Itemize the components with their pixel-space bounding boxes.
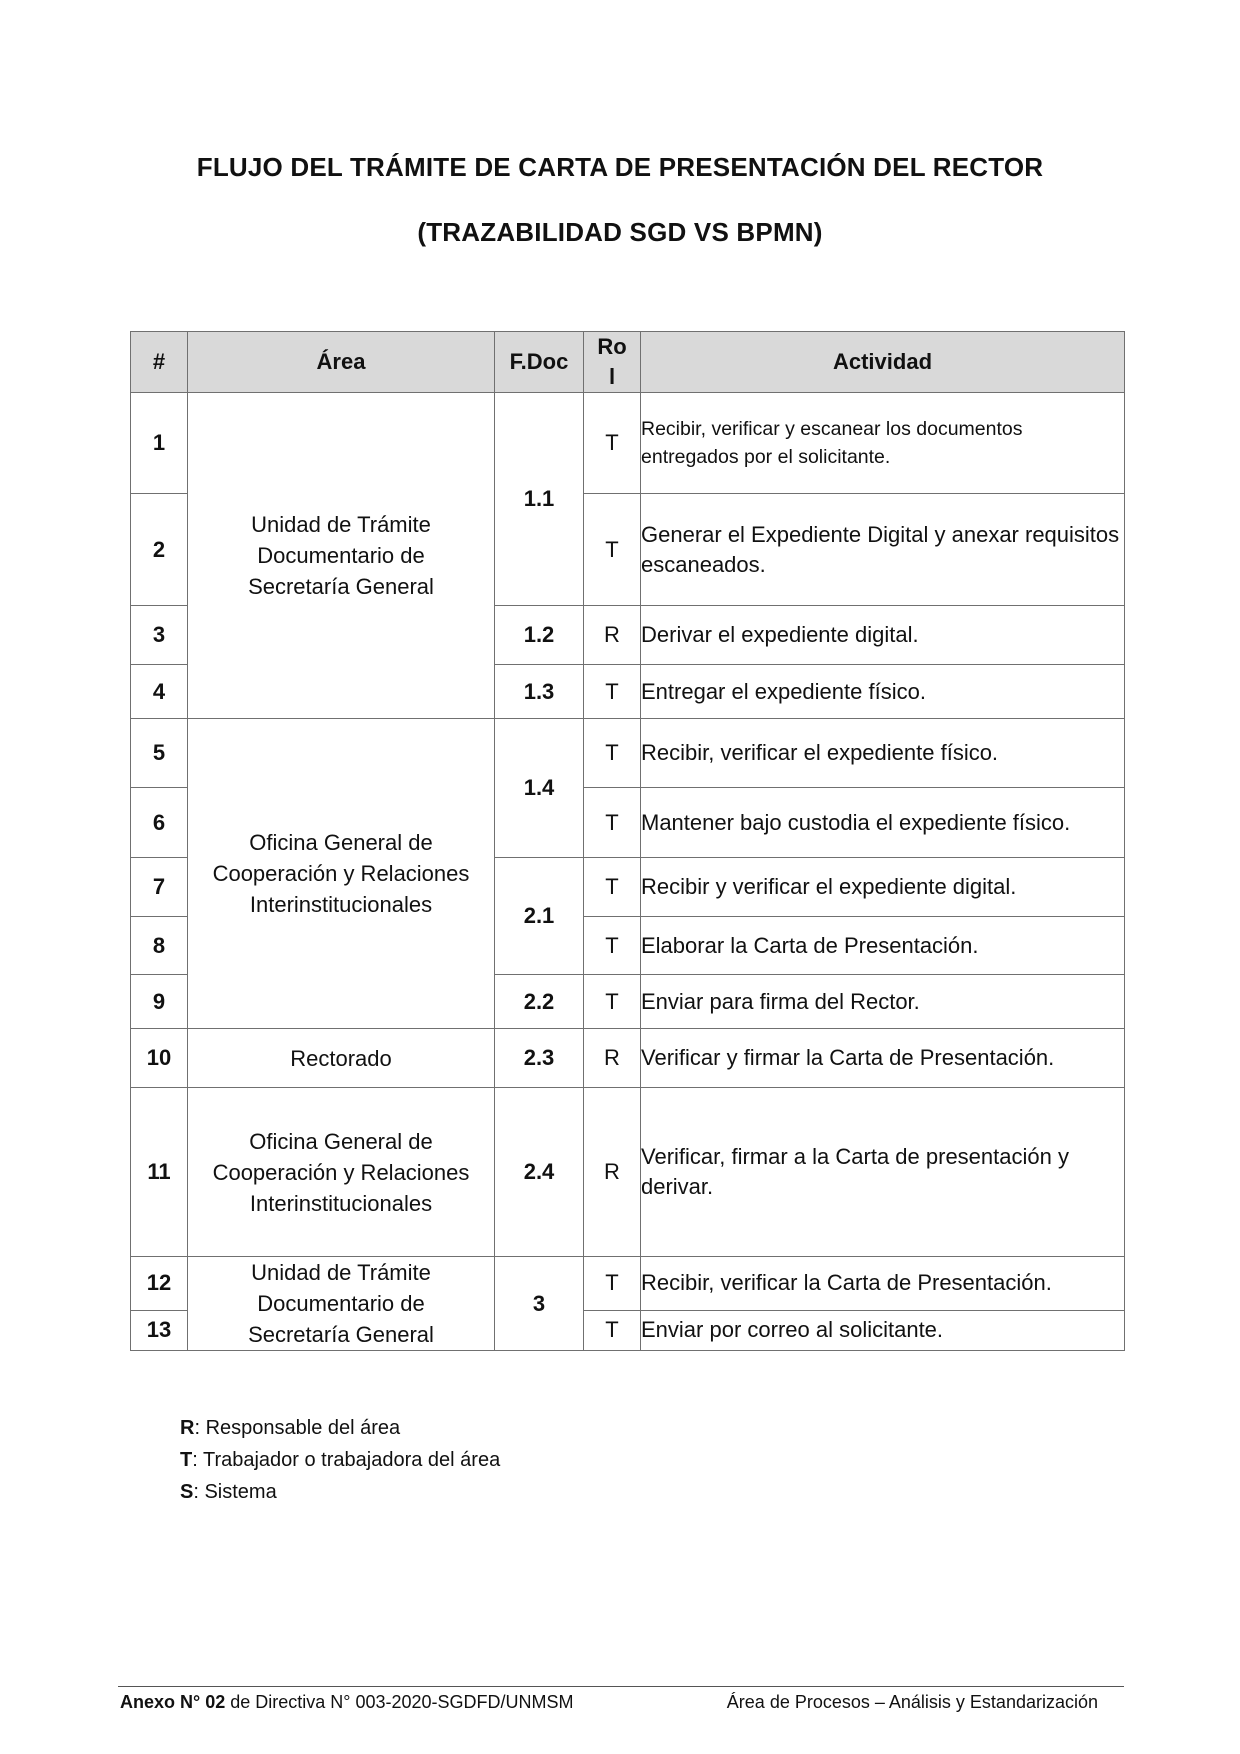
area-cell xyxy=(188,393,495,719)
header-area: Área xyxy=(188,332,495,393)
footer-department: Área de Procesos – Análisis y Estandarización xyxy=(726,1692,1098,1712)
row-number: 1 xyxy=(131,393,188,494)
area-line: Rectorado xyxy=(290,1045,392,1071)
header-num: # xyxy=(131,332,188,393)
area-line: Interinstitucionales xyxy=(249,1190,433,1216)
row-number: 3 xyxy=(131,606,188,665)
rol-cell: R xyxy=(584,1088,641,1257)
rol-cell: T xyxy=(584,917,641,975)
fdoc-cell: 3 xyxy=(495,1257,584,1351)
document-subtitle: (TRAZABILIDAD SGD VS BPMN) xyxy=(417,217,823,247)
area-line: Interinstitucionales xyxy=(249,892,433,917)
activity-cell: Recibir, verificar y escanear los documentos entregados por el solicitante. xyxy=(641,393,1125,494)
fdoc-cell: 1.2 xyxy=(495,606,584,665)
footer-divider xyxy=(118,1686,1124,1687)
area-cell xyxy=(188,1029,495,1088)
row-number: 10 xyxy=(131,1029,188,1088)
row-number: 7 xyxy=(131,858,188,917)
fdoc-cell: 1.3 xyxy=(495,665,584,719)
row-number: 5 xyxy=(131,719,188,788)
area-line: Documentario de xyxy=(257,543,425,568)
legend-text: : Sistema xyxy=(193,1481,277,1503)
table-header-row xyxy=(131,332,1125,393)
activity-cell: Recibir, verificar el expediente físico. xyxy=(641,719,1125,788)
rol-cell: R xyxy=(584,606,641,665)
legend-key: R xyxy=(180,1417,195,1439)
row-number: 12 xyxy=(131,1257,188,1311)
area-line: Oficina General de xyxy=(249,830,433,855)
legend-item-r xyxy=(180,1412,500,1444)
legend-text: : Responsable del área xyxy=(194,1417,401,1439)
table-row xyxy=(131,393,1125,494)
activity-cell: Verificar, firmar a la Carta de presentación y derivar. xyxy=(641,1088,1125,1257)
rol-cell: T xyxy=(584,494,641,606)
area-cell xyxy=(188,1257,495,1351)
header-rol xyxy=(584,332,641,393)
table-row xyxy=(131,1029,1125,1088)
legend-text: : Trabajador o trabajadora del área xyxy=(192,1449,501,1471)
activity-cell: Enviar por correo al solicitante. xyxy=(641,1310,1125,1350)
fdoc-cell: 2.2 xyxy=(495,975,584,1029)
rol-cell: R xyxy=(584,1029,641,1088)
row-number: 2 xyxy=(131,494,188,606)
header-fdoc: F.Doc xyxy=(495,332,584,393)
row-number: 8 xyxy=(131,917,188,975)
row-number: 4 xyxy=(131,665,188,719)
rol-cell: T xyxy=(584,858,641,917)
area-line: Cooperación y Relaciones xyxy=(212,861,470,886)
area-line: Secretaría General xyxy=(248,574,434,599)
fdoc-cell: 2.1 xyxy=(495,858,584,975)
legend-item-t xyxy=(180,1444,500,1476)
rol-cell: T xyxy=(584,393,641,494)
activity-cell: Elaborar la Carta de Presentación. xyxy=(641,917,1125,975)
activity-cell: Generar el Expediente Digital y anexar requisitos escaneados. xyxy=(641,494,1125,606)
area-cell xyxy=(188,1088,495,1257)
area-line: Secretaría General xyxy=(248,1322,434,1347)
row-number: 13 xyxy=(131,1310,188,1350)
footer-annex: Anexo N° 02 xyxy=(120,1692,226,1712)
header-rol-line1: Ro xyxy=(597,334,627,359)
area-line: Oficina General de xyxy=(249,1128,433,1154)
row-number: 6 xyxy=(131,788,188,858)
rol-cell: T xyxy=(584,1310,641,1350)
rol-cell: T xyxy=(584,788,641,858)
flow-table xyxy=(130,331,1125,1351)
row-number: 9 xyxy=(131,975,188,1029)
activity-cell: Mantener bajo custodia el expediente físico. xyxy=(641,788,1125,858)
table-row xyxy=(131,1088,1125,1257)
area-line: Cooperación y Relaciones xyxy=(212,1159,470,1185)
fdoc-cell: 1.4 xyxy=(495,719,584,858)
table-row xyxy=(131,1257,1125,1311)
role-legend xyxy=(180,1412,500,1508)
footer-reference xyxy=(120,1692,574,1713)
fdoc-cell: 2.4 xyxy=(495,1088,584,1257)
rol-cell: T xyxy=(584,719,641,788)
table-row xyxy=(131,719,1125,788)
legend-key: S xyxy=(180,1481,194,1503)
rol-cell: T xyxy=(584,665,641,719)
activity-cell: Recibir, verificar la Carta de Presentación. xyxy=(641,1257,1125,1311)
area-line: Unidad de Trámite xyxy=(251,512,431,537)
legend-key: T xyxy=(180,1449,193,1471)
area-cell xyxy=(188,719,495,1029)
rol-cell: T xyxy=(584,1257,641,1311)
header-rol-line2: l xyxy=(608,364,616,389)
fdoc-cell: 1.1 xyxy=(495,393,584,606)
rol-cell: T xyxy=(584,975,641,1029)
row-number: 11 xyxy=(131,1088,188,1257)
activity-cell: Verificar y firmar la Carta de Presentación. xyxy=(641,1029,1125,1088)
fdoc-cell: 2.3 xyxy=(495,1029,584,1088)
activity-cell: Recibir y verificar el expediente digital. xyxy=(641,858,1125,917)
area-line: Documentario de xyxy=(257,1291,425,1316)
document-title: FLUJO DEL TRÁMITE DE CARTA DE PRESENTACIÓN DEL RECTOR xyxy=(196,152,1044,182)
header-actividad: Actividad xyxy=(641,332,1125,393)
activity-cell: Derivar el expediente digital. xyxy=(641,606,1125,665)
area-line: Unidad de Trámite xyxy=(251,1260,431,1285)
activity-cell: Entregar el expediente físico. xyxy=(641,665,1125,719)
footer-directive: de Directiva N° 003-2020-SGDFD/UNMSM xyxy=(225,1692,574,1712)
activity-cell: Enviar para firma del Rector. xyxy=(641,975,1125,1029)
legend-item-s xyxy=(180,1476,500,1508)
